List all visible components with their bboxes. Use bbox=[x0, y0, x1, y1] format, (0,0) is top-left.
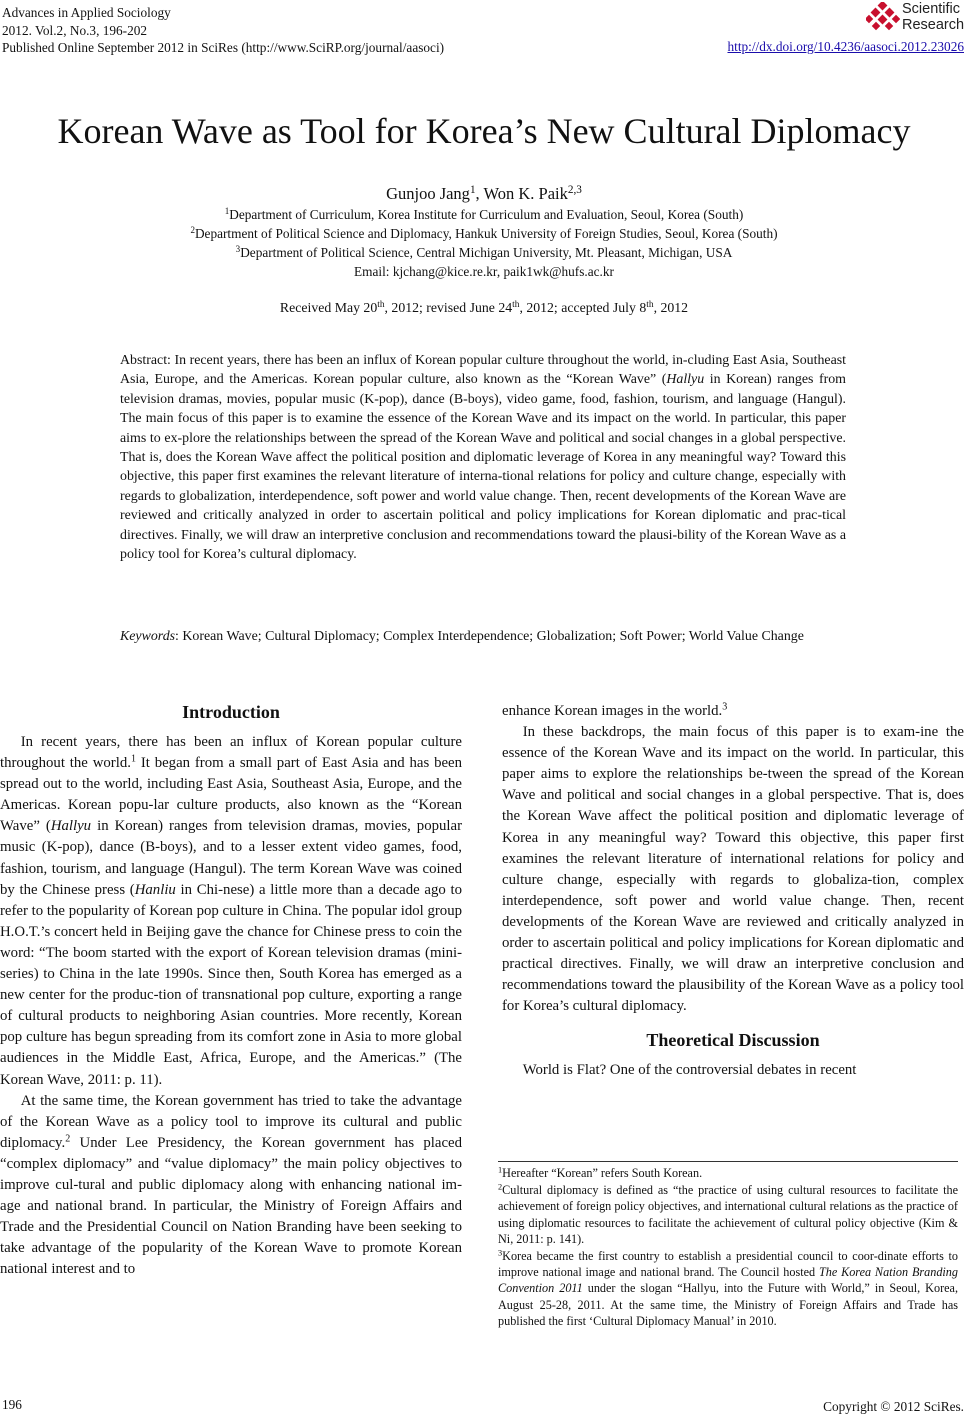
affiliation-2 bbox=[0, 226, 968, 242]
ordinal-suffix: th bbox=[646, 299, 654, 310]
footnote-number: 3 bbox=[498, 1248, 503, 1258]
affiliation-marker: 1 bbox=[469, 183, 476, 196]
revised-text: , 2012; revised June 24 bbox=[384, 300, 513, 315]
footnote-number: 2 bbox=[498, 1182, 503, 1192]
section-heading-theoretical-discussion: Theoretical Discussion bbox=[646, 1030, 820, 1051]
ordinal-suffix: th bbox=[377, 299, 385, 310]
footnote-number: 1 bbox=[498, 1165, 503, 1175]
ordinal-suffix: th bbox=[512, 299, 520, 310]
footnote-3: $^3$Korea became the first country to establish a presidential council to coor-dinate efforts to improve national image and national brand. The Council hosted The Korea Nation Branding Convention 2011 under the slogan “Hallyu, into the Future with World,” in Seoul, Korea, August 25-28, 2011. At the same time, the Ministry of Foreign Affairs and Trade has published the first ‘Cultural Diplomacy Manual’ in 2010. bbox=[498, 1248, 958, 1328]
accepted-text: , 2012; accepted July 8 bbox=[519, 300, 647, 315]
author-name: Gunjoo Jang bbox=[386, 184, 470, 203]
affiliation-marker: 2 bbox=[190, 225, 195, 236]
keywords bbox=[120, 627, 846, 647]
keywords-list bbox=[175, 627, 804, 647]
logo-text-research: Research bbox=[902, 17, 965, 33]
author-email: Email: kjchang@kice.re.kr, paik1wk@hufs.ac.kr bbox=[354, 264, 614, 279]
intro-paragraph-1: In recent years, there has been an influx of Korean popular culture throughout the world.$^1$ It began from a small part of East Asia and has been spread out to the world, including East Asia, Southeast Asia, Europe, and the Americas. Korean popu-lar culture products, also known as the “Korean Wave” (Hallyu in Korean) ranges from television dramas, movies, popular music (K-pop), dance (B-boys), and to a lesser extent video games, food, fashion, tourism, and language (Hangul). The term Korean Wave was coined by the Chinese press (Hanliu in Chi-nese) a little more than a decade ago to refer to the popularity of Korean pop culture in China. The popular idol group H.O.T.’s concert held in Beijing gave the chance for Chinese press to coin the word: “The boom started with the export of Korean television dramas (mini-series) to China in the late 1990s. Since then, South Korea has emerged as a new center for the produc-tion of transnational pop culture, exporting a range of cultural products to neighboring Asian countries. More recently, Korean pop culture has begun spreading from its comfort zone in Asia to more global audiences in the Middle East, Africa, Europe, and the Americas.” (The Korean Wave, 2011: p. 11). bbox=[0, 734, 463, 1088]
section-heading-introduction: Introduction bbox=[182, 702, 280, 722]
affiliation-text: Department of Curriculum, Korea Institute for Curriculum and Evaluation, Seoul, Korea (South) bbox=[229, 207, 744, 222]
abstract-text: Abstract: In recent years, there has been an influx of Korean popular culture throughout the world, in-cluding East Asia, Southeast Asia, Europe, and the Americas. Korean popular culture, also known as the “Korean Wave” ( bbox=[120, 353, 846, 388]
paper-title: Korean Wave as Tool for Korea’s New Cultural Diplomacy bbox=[57, 111, 911, 151]
right-column bbox=[502, 701, 964, 1082]
theory-paragraph-1: World is Flat? One of the controversial debates in recent bbox=[522, 1062, 857, 1079]
affiliation-marker: 2,3 bbox=[567, 183, 582, 196]
footnote-marker: 3 bbox=[722, 701, 728, 713]
affiliation-marker: 1 bbox=[224, 206, 230, 217]
footnote-2: $^2$Cultural diplomacy is defined as “the practice of using cultural resources to facilitate the achievement of foreign policy objectives, and international cultural relations as the practice of using diplomatic resources to facilitate the achievement of cultural policy objective (Kim & Ni, 2011: p. 141). bbox=[498, 1182, 958, 1246]
keywords-text: : Korean Wave; Cultural Diplomacy; Complex Interdependence; Globalization; Soft Power; World Value Change bbox=[175, 629, 804, 644]
author-name: Won K. Paik bbox=[483, 184, 568, 203]
doi-link[interactable]: http://dx.doi.org/10.4236/aasoci.2012.23026 bbox=[727, 39, 964, 54]
publication-info: Published Online September 2012 in SciRes (http://www.SciRP.org/journal/aasoci) bbox=[2, 40, 445, 55]
affiliation-3 bbox=[0, 245, 968, 261]
left-column bbox=[0, 700, 462, 1280]
footnote-marker: 1 bbox=[130, 753, 136, 765]
page-number: 196 bbox=[2, 1397, 22, 1412]
logo-diamond-icon bbox=[866, 2, 900, 32]
publisher-logo bbox=[866, 0, 966, 36]
intro-paragraph-2-continued: enhance Korean images in the world.$^3$ bbox=[502, 701, 728, 719]
abstract-text: in Korean) ranges from television dramas, movies, popular music (K-pop), dance (B-boys), video game, food, fashion, tourism, and language (Hangul). The main focus of this paper is to examine the essence of the Korean Wave and its impact on the world. In particular, this paper aims to ex-plore the relationships between the spread of the Korean Wave and political and social changes in a global perspective. That is, does the Korean Wave affect the political position and diplomatic leverage of Korea in any meaningful way? Toward this objective, this paper first examines the relevant literature of interna-tional relations for policy and culture change, especially with regards to globalization, interdependence, soft power and world value change. Then, recent developments of the Korean Wave are reviewed and critically analyzed in order to ascertain political and policy implications for Korean diplomatic and prac-tical directives. Finally, we will draw an interpretive conclusion and recommendations toward the plausi-bility of the Korean Wave as a policy tool for Korea’s cultural diplomacy. bbox=[120, 372, 846, 563]
abstract-italic-term: Hallyu bbox=[666, 372, 705, 388]
received-text: Received May 20 bbox=[279, 300, 378, 315]
footnote-marker: 2 bbox=[65, 1133, 71, 1145]
affiliation-marker: 3 bbox=[235, 244, 241, 255]
affiliation-text: Department of Political Science and Diplomacy, Hankuk University of Foreign Studies, Seoul, Korea (South) bbox=[194, 226, 778, 241]
author-line: Gunjoo Jang$^1$, Won K. Paik$^{2,3}$ bbox=[386, 183, 582, 203]
affiliation-1 bbox=[0, 207, 968, 223]
logo-text-scientific: Scientific bbox=[902, 1, 961, 17]
footnote-divider bbox=[498, 1161, 958, 1162]
year-text: , 2012 bbox=[653, 300, 689, 315]
journal-name: Advances in Applied Sociology bbox=[2, 5, 171, 20]
keywords-label: Keywords bbox=[120, 629, 176, 644]
abstract bbox=[120, 351, 846, 564]
intro-paragraph-2: At the same time, the Korean government has tried to take the advantage of the Korean Wave as a policy tool to improve its cultural and public diplomacy.$^2$ Under Lee Presidency, the Korean government has placed “complex diplomacy” and “value diplomacy” the main policy objectives to improve cul-tural and public diplomacy along with enhancing national im-age and national brand. In particular, the Ministry of Foreign Affairs and Trade and the Presidential Council on Nation Branding have been seeking to take advantage of the popularity of the Korean Wave to promote Korean national interest and to bbox=[0, 1092, 462, 1278]
copyright-notice: Copyright © 2012 SciRes. bbox=[823, 1399, 964, 1414]
received-dates bbox=[0, 300, 968, 316]
intro-paragraph-3: In these backdrops, the main focus of this paper is to exam-ine the essence of the Korean Wave and its impact on the world. In particular, this paper aims to explore the relationships be-tween the spread of the Korean Wave and political and social changes in a global perspective. That is, does the Korean Wave affect the political position and diplomatic leverage of Korea in any meaningful way? Toward this objective, this paper first examines the relevant literature of international relations for policy and culture change, especially with regards to globaliza-tion, complex interdependence, soft power and world value change. Then, recent developments of the Korean Wave are reviewed and critically analyzed in order to ascertain political and policy implications for Korean diplomatic and practical directives. Finally, we will draw an interpretive conclusion and recommendations toward the plausibility of the Korean Wave as a policy tool for Korea’s cultural diplomacy. bbox=[502, 724, 964, 1015]
volume-info: 2012. Vol.2, No.3, 196-202 bbox=[2, 22, 148, 38]
running-header bbox=[2, 4, 444, 57]
footnotes bbox=[498, 1165, 958, 1330]
footnote-1: $^1$Hereafter “Korean” refers South Korean. bbox=[498, 1165, 703, 1180]
affiliation-text: Department of Political Science, Central Michigan University, Mt. Pleasant, Michigan, USA bbox=[240, 245, 733, 260]
